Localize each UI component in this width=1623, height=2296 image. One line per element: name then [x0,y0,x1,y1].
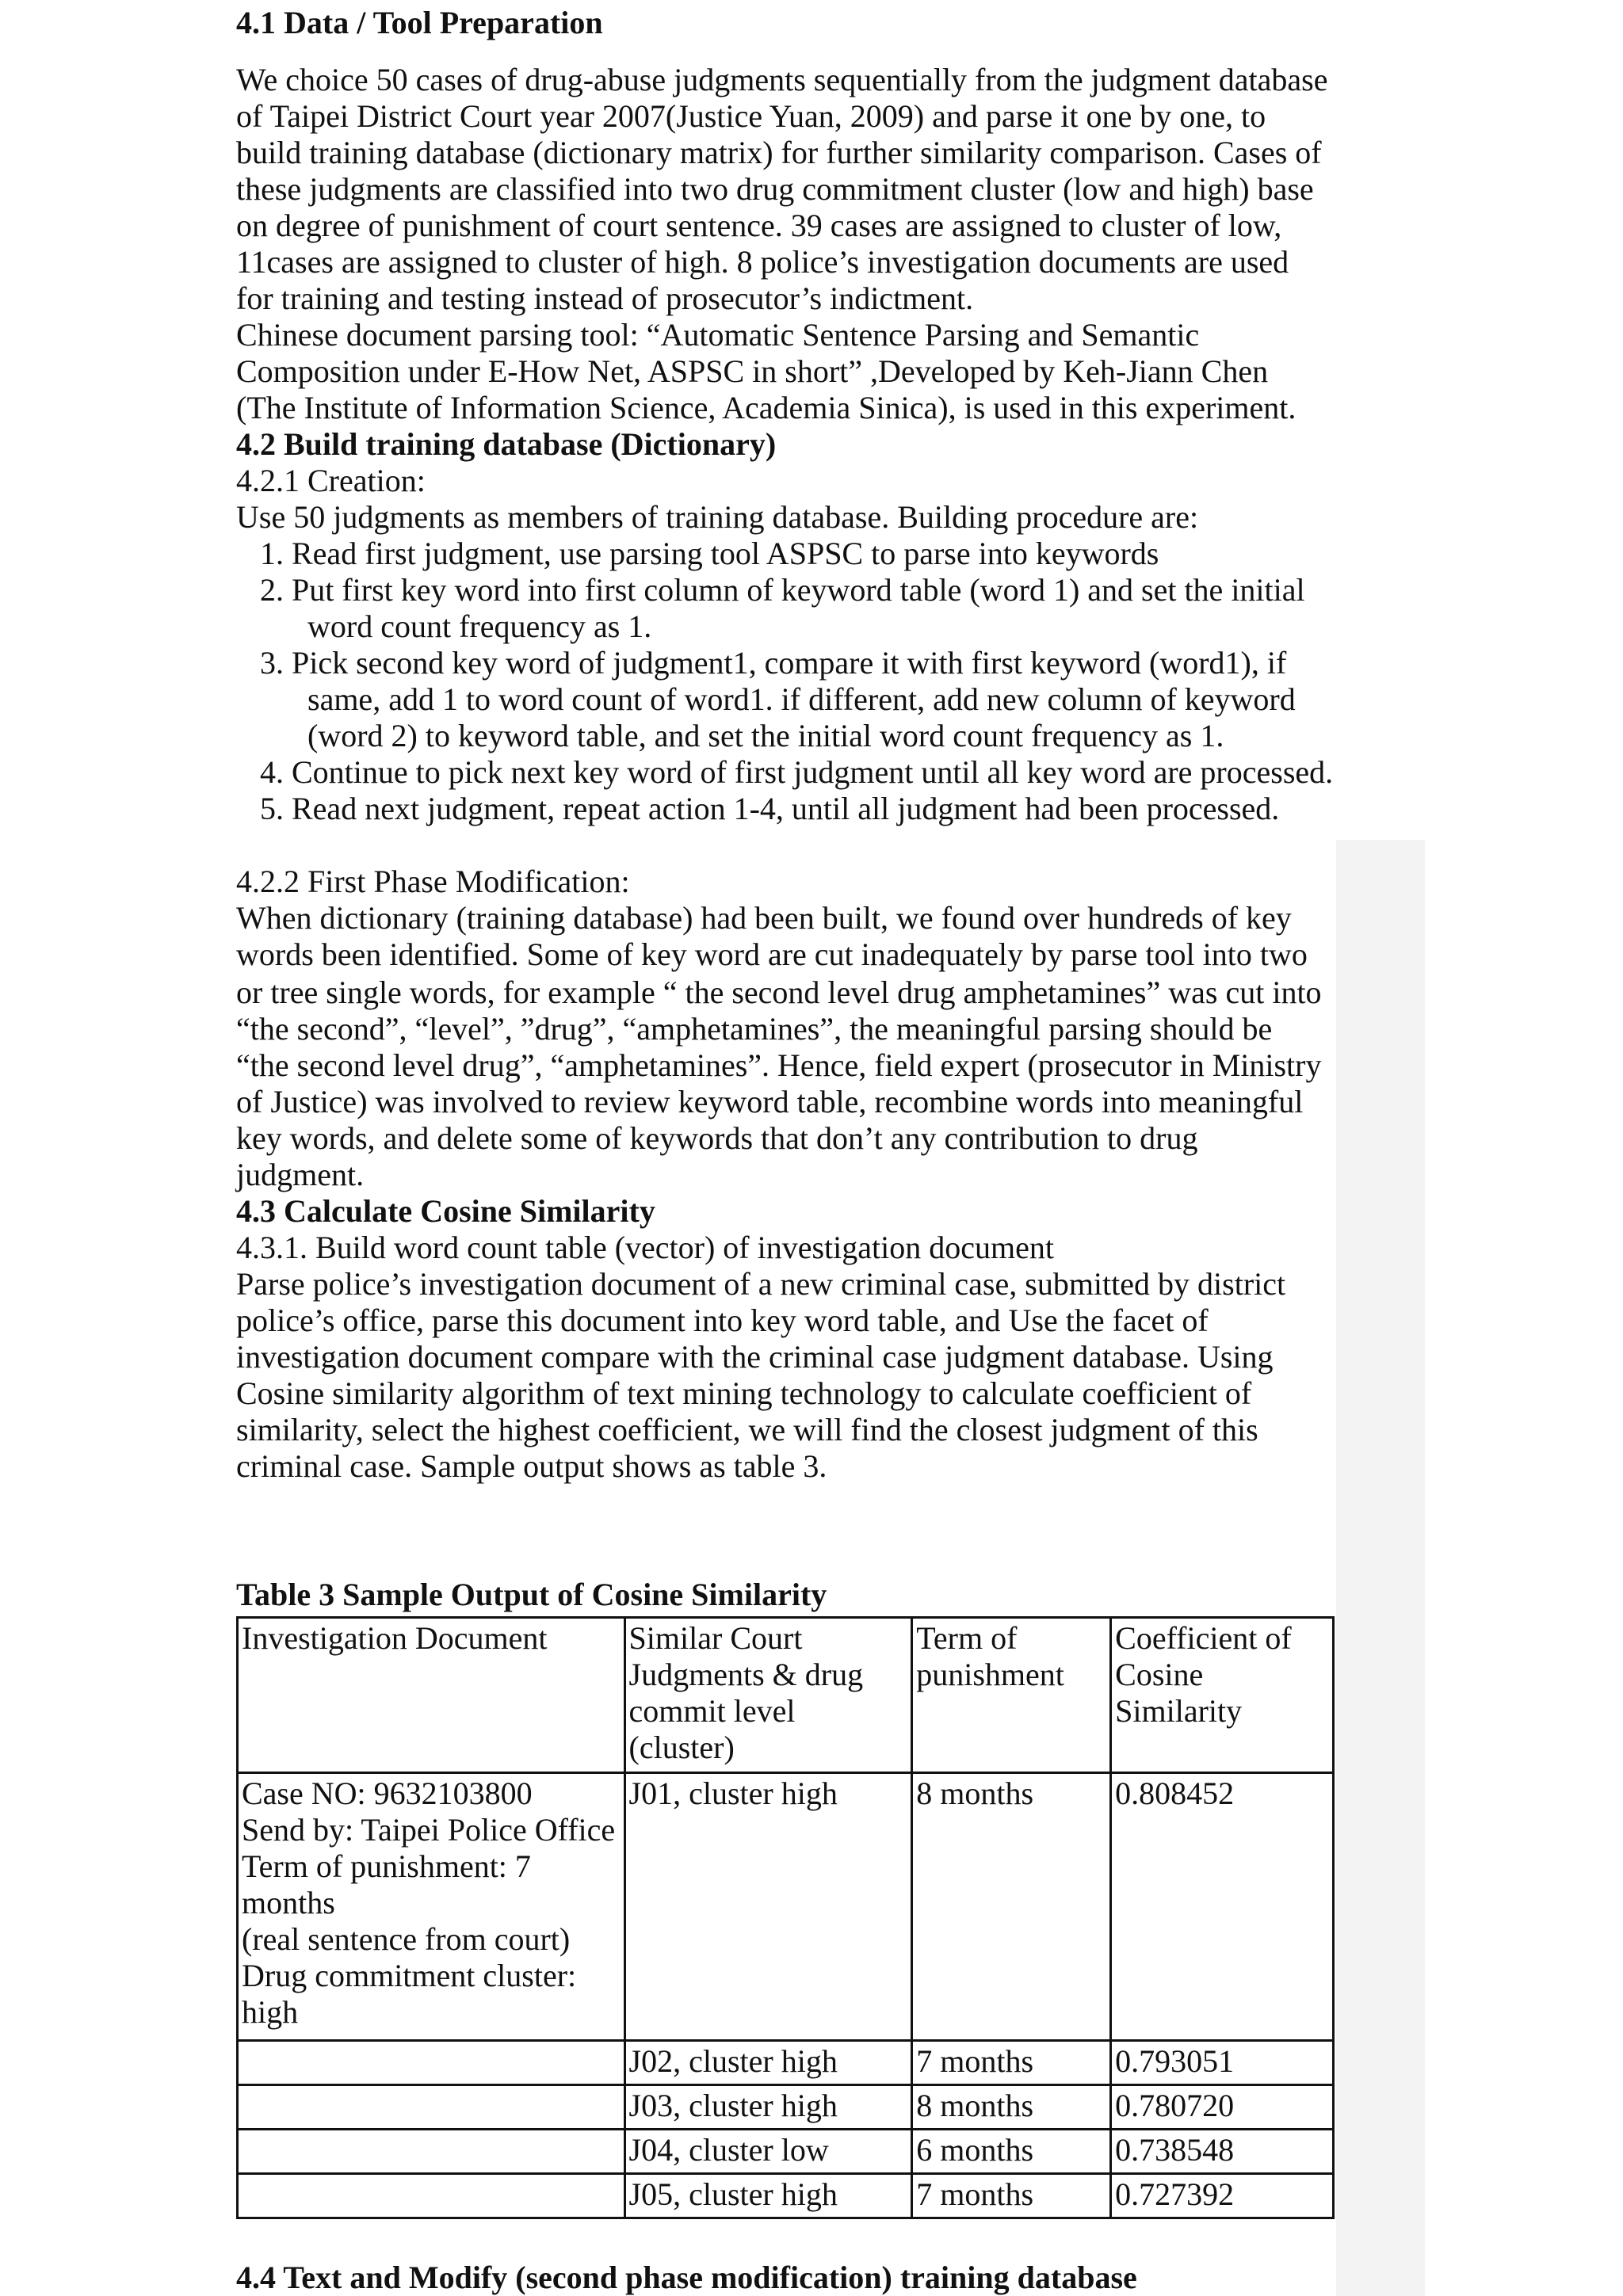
table-row [238,2130,1334,2174]
header-text: punishment [916,1657,1064,1692]
investigation-doc-line: Drug commitment cluster: [242,1958,577,1993]
term-cell: 6 months [912,2130,1111,2174]
coefficient-cell: 0.808452 [1111,1773,1334,2041]
para-4-3-1-line: police’s office, parse this document into key word table, and Use the facet of [236,1302,1209,1338]
investigation-document-cell [238,1773,625,2041]
para-4-2-2-line: When dictionary (training database) had been built, we found over hundreds of key [236,900,1292,936]
para-4-3-1-line: investigation document compare with the criminal case judgment database. Using [236,1339,1274,1375]
investigation-doc-line: Term of punishment: 7 [242,1848,531,1884]
table-row [238,1773,1334,2041]
investigation-doc-line: months [242,1885,335,1920]
heading-4-2: 4.2 Build training database (Dictionary) [236,426,777,462]
investigation-doc-line: Send by: Taipei Police Office [242,1812,616,1848]
investigation-doc-line: Case NO: 9632103800 [242,1775,533,1811]
header-coefficient [1111,1618,1334,1773]
subheading-4-3-1: 4.3.1. Build word count table (vector) of investigation document [236,1230,1054,1265]
para-4-2-2-line: “the second level drug”, “amphetamines”. Hence, field expert (prosecutor in Ministry [236,1047,1322,1083]
empty-cell [238,2130,625,2174]
header-text: Investigation Document [242,1620,548,1656]
para-4-1-line: (The Institute of Information Science, Academia Sinica), is used in this experiment. [236,390,1296,425]
list-item: 5. Read next judgment, repeat action 1-4, until all judgment had been processed. [260,791,1280,826]
cosine-similarity-table [236,1616,1335,2219]
cut-heading-4-1: 4.1 Data / Tool Preparation [236,5,603,40]
list-item-continuation: (word 2) to keyword table, and set the initial word count frequency as 1. [307,718,1224,753]
subheading-4-2-1: 4.2.1 Creation: [236,463,426,498]
term-cell: 8 months [912,1773,1111,2041]
table-3-title: Table 3 Sample Output of Cosine Similarity [236,1577,827,1612]
term-cell: 7 months [912,2041,1111,2085]
list-item: 3. Pick second key word of judgment1, compare it with first keyword (word1), if [260,645,1287,681]
table-row [238,2174,1334,2218]
header-text: (cluster) [628,1730,735,1765]
para-4-2-2-line: of Justice) was involved to review keyword table, recombine words into meaningful [236,1084,1304,1119]
list-item: 4. Continue to pick next key word of first judgment until all key word are processed. [260,754,1334,790]
header-text: Term of [916,1620,1018,1656]
para-4-1-line: of Taipei District Court year 2007(Justice Yuan, 2009) and parse it one by one, to [236,98,1266,134]
list-item-continuation: word count frequency as 1. [307,608,652,644]
para-4-3-1-line: Parse police’s investigation document of a new criminal case, submitted by district [236,1266,1286,1302]
subheading-4-2-2: 4.2.2 First Phase Modification: [236,864,630,899]
header-text: Coefficient of [1115,1620,1292,1656]
list-item: 1. Read first judgment, use parsing tool ASPSC to parse into keywords [260,536,1159,571]
para-4-2-2-line: judgment. [236,1157,365,1192]
para-4-2-2-line: key words, and delete some of keywords that don’t any contribution to drug [236,1120,1198,1156]
coefficient-cell: 0.738548 [1111,2130,1334,2174]
empty-cell [238,2041,625,2085]
para-4-3-1-line: similarity, select the highest coefficient, we will find the closest judgment of this [236,1412,1258,1447]
para-4-1-line: Chinese document parsing tool: “Automatic Sentence Parsing and Semantic [236,317,1200,353]
header-text: commit level [628,1693,796,1729]
para-4-1-line: Composition under E-How Net, ASPSC in short” ,Developed by Keh-Jiann Chen [236,353,1269,389]
header-text: Similar Court [628,1620,803,1656]
para-4-2-2-line: or tree single words, for example “ the second level drug amphetamines” was cut into [236,974,1322,1010]
term-cell: 7 months [912,2174,1111,2218]
investigation-doc-line: high [242,1994,299,2030]
heading-4-3: 4.3 Calculate Cosine Similarity [236,1193,655,1229]
table-row [238,2041,1334,2085]
para-4-3-1-line: Cosine similarity algorithm of text mining technology to calculate coefficient of [236,1375,1252,1411]
header-text: Judgments & drug [628,1657,864,1692]
header-term-of-punishment [912,1618,1111,1773]
empty-cell [238,2174,625,2218]
para-4-1-line: for training and testing instead of prosecutor’s indictment. [236,280,974,316]
table-header-row [238,1618,1334,1773]
coefficient-cell: 0.727392 [1111,2174,1334,2218]
term-cell: 8 months [912,2085,1111,2130]
investigation-doc-line: (real sentence from court) [242,1921,571,1957]
para-4-2-2-line: “the second”, “level”, ”drug”, “amphetamines”, the meaningful parsing should be [236,1011,1273,1047]
para-4-2-1-intro: Use 50 judgments as members of training database. Building procedure are: [236,499,1199,535]
para-4-2-2-line: words been identified. Some of key word are cut inadequately by parse tool into two [236,936,1308,972]
para-4-1-line: build training database (dictionary matrix) for further similarity comparison. Cases of [236,135,1322,170]
header-investigation-document [238,1618,625,1773]
judgment-cell: J04, cluster low [624,2130,912,2174]
judgment-cell: J05, cluster high [624,2174,912,2218]
coefficient-cell: 0.793051 [1111,2041,1334,2085]
header-text: Cosine [1115,1657,1204,1692]
para-4-1-line: 11cases are assigned to cluster of high. 8 police’s investigation documents are used [236,244,1289,280]
list-item: 2. Put first key word into first column of keyword table (word 1) and set the initial [260,572,1305,608]
para-4-1-line: these judgments are classified into two drug commitment cluster (low and high) base [236,171,1314,207]
cut-heading-next: 4.4 Text and Modify (second phase modification) training database [236,2260,1137,2295]
para-4-1-line: We choice 50 cases of drug-abuse judgments sequentially from the judgment database [236,62,1328,97]
judgment-cell: J02, cluster high [624,2041,912,2085]
judgment-cell: J03, cluster high [624,2085,912,2130]
empty-cell [238,2085,625,2130]
header-text: Similarity [1115,1693,1243,1729]
header-similar-judgments [624,1618,912,1773]
table-row [238,2085,1334,2130]
list-item-continuation: same, add 1 to word count of word1. if different, add new column of keyword [307,681,1296,717]
coefficient-cell: 0.780720 [1111,2085,1334,2130]
para-4-1-line: on degree of punishment of court sentence. 39 cases are assigned to cluster of low, [236,208,1282,243]
judgment-cell: J01, cluster high [624,1773,912,2041]
para-4-3-1-line: criminal case. Sample output shows as table 3. [236,1448,827,1484]
